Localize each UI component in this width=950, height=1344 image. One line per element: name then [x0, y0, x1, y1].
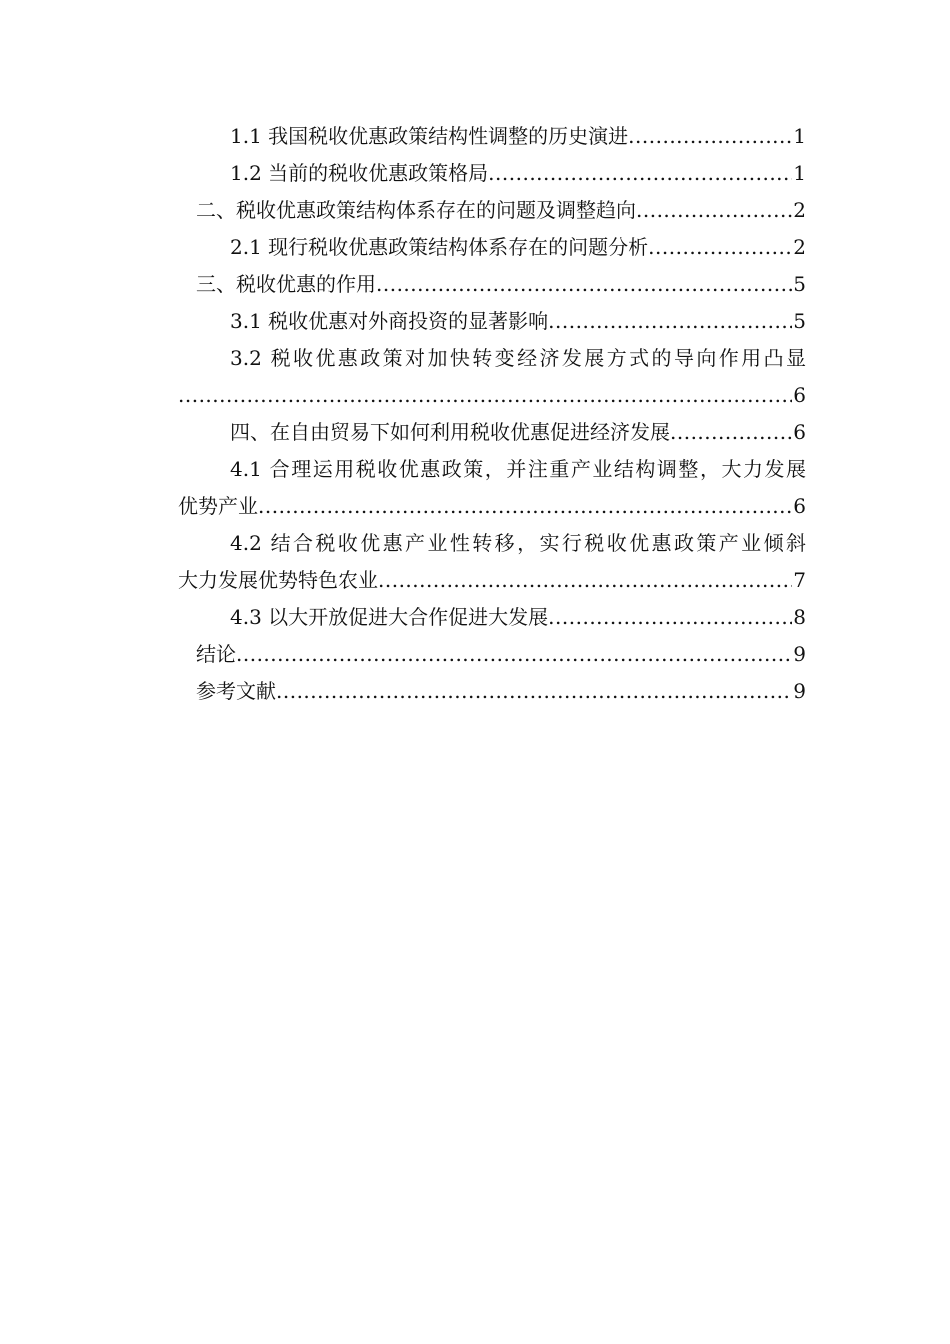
toc-entry[interactable] [178, 525, 806, 562]
toc-entry-title: 3.2 税收优惠政策对加快转变经济发展方式的导向作用凸显 [230, 346, 806, 370]
toc-page-number: 9 [793, 642, 806, 666]
toc-entry-title-continuation: 优势产业 [178, 488, 258, 525]
toc-entry-title-continuation: 大力发展优势特色农业 [178, 562, 378, 599]
toc-entry-title: 三、税收优惠的作用 [196, 266, 376, 303]
toc-entry[interactable] [178, 192, 806, 229]
toc-page-number: 8 [793, 605, 806, 629]
toc-page-number: 6 [793, 383, 806, 407]
toc-entry[interactable] [178, 266, 806, 303]
toc-page-number: 6 [793, 494, 806, 518]
toc-entry[interactable] [178, 599, 806, 636]
toc-leader-dots [378, 562, 792, 599]
toc-page-number: 7 [793, 568, 806, 592]
toc-entry-title: 4.1 合理运用税收优惠政策，并注重产业结构调整，大力发展 [230, 457, 806, 481]
toc-leader-dots [488, 155, 792, 192]
toc-entry[interactable] [178, 118, 806, 155]
toc-page-number: 6 [793, 420, 806, 444]
toc-entry[interactable] [178, 636, 806, 673]
toc-entry-title: 4.2 结合税收优惠产业性转移，实行税收优惠政策产业倾斜 [230, 531, 806, 555]
toc-leader-dots [670, 414, 792, 451]
toc-entry[interactable] [178, 673, 806, 710]
toc-entry[interactable] [178, 340, 806, 377]
toc-entry-title: 二、税收优惠政策结构体系存在的问题及调整趋向 [196, 192, 636, 229]
toc-entry-title: 3.1 税收优惠对外商投资的显著影响 [230, 303, 548, 340]
toc-leader-dots [548, 303, 792, 340]
toc-page-number: 5 [793, 309, 806, 333]
toc-leader-dots [276, 673, 792, 710]
toc-entry-title: 4.3 以大开放促进大合作促进大发展 [230, 599, 548, 636]
toc-page-number: 1 [793, 161, 806, 185]
toc-leader-dots [648, 229, 792, 266]
toc-entry-title: 结论 [196, 636, 236, 673]
table-of-contents [178, 118, 806, 710]
toc-leader-dots [376, 266, 792, 303]
toc-entry[interactable] [178, 229, 806, 266]
toc-page-number: 9 [793, 679, 806, 703]
toc-entry-continuation[interactable] [178, 562, 806, 599]
toc-page-number: 2 [793, 198, 806, 222]
toc-entry[interactable] [178, 451, 806, 488]
toc-leader-dots [628, 118, 792, 155]
toc-leader-dots [178, 377, 792, 414]
toc-page-number: 2 [793, 235, 806, 259]
toc-entry-continuation[interactable] [178, 377, 806, 414]
toc-entry-title: 1.2 当前的税收优惠政策格局 [230, 155, 488, 192]
toc-entry-title: 1.1 我国税收优惠政策结构性调整的历史演进 [230, 118, 628, 155]
toc-entry[interactable] [178, 155, 806, 192]
toc-page-number: 1 [793, 124, 806, 148]
toc-entry-title: 2.1 现行税收优惠政策结构体系存在的问题分析 [230, 229, 648, 266]
toc-entry-title: 参考文献 [196, 673, 276, 710]
toc-entry-title: 四、在自由贸易下如何利用税收优惠促进经济发展 [230, 414, 670, 451]
toc-leader-dots [236, 636, 792, 673]
toc-page-number: 5 [793, 272, 806, 296]
toc-leader-dots [258, 488, 792, 525]
toc-leader-dots [636, 192, 792, 229]
toc-entry[interactable] [178, 303, 806, 340]
toc-leader-dots [548, 599, 792, 636]
toc-entry-continuation[interactable] [178, 488, 806, 525]
toc-entry[interactable] [178, 414, 806, 451]
